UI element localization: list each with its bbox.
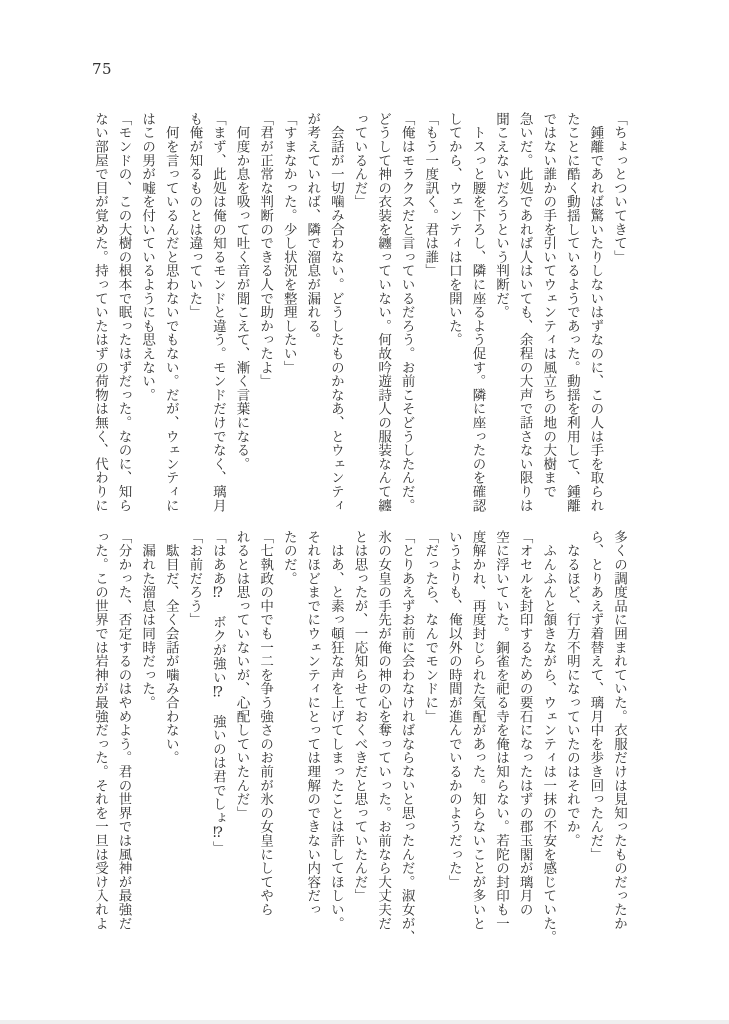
text-column: 「もう一度訊く。君は誰」 — [422, 112, 439, 278]
text-column: 鍾離であれば驚いたりしないはずなのに、この人は手を取られ — [587, 112, 604, 513]
text-column: 「だったら、なんでモンドに」 — [422, 530, 439, 724]
page-number: 75 — [92, 60, 113, 78]
text-column: 「オセルを封印するための要石になったはずの郡玉閣が璃月の — [516, 530, 533, 917]
text-column: 聞こえないだろうという判断だ。 — [493, 112, 510, 319]
text-column: はこの男が嘘を付いているようにも思えない。 — [139, 112, 156, 402]
text-column: 漏れた溜息は同時だった。 — [139, 530, 156, 710]
text-column: 「まず、此処は俺の知るモンドと違う。モンドだけでなく、璃月 — [209, 112, 226, 513]
text-column: いうよりも、俺以外の時間が進んでいるかのようだった」 — [445, 530, 462, 889]
text-column: 「とりあえずお前に会わなければならないと思ったんだ。淑女が、 — [398, 530, 415, 944]
text-column: なるほど、行方不明になっていたのはそれでか。 — [563, 530, 580, 848]
text-column: 何を言っているんだと思わないでもない。だが、ウェンティに — [162, 112, 179, 513]
text-column: ない部屋で目が覚めた。持っていたはずの荷物は無く、代わりに — [91, 112, 108, 513]
text-column: どうして神の衣装を纏っていない。何故吟遊詩人の服装なんて纏 — [375, 112, 392, 513]
text-column: ら、とりあえず着替えて、璃月中を歩き回ったんだ」 — [587, 530, 604, 862]
text-column: 「分かった、否定するのはやめよう。君の世界では風神が最強だ — [115, 530, 132, 931]
text-column: 何度か息を吸って吐く音が聞こえて、漸く言葉になる。 — [233, 112, 250, 471]
text-column: とは思ったが、一応知らせておくべきだと思っていたんだ」 — [351, 530, 368, 903]
text-column: 「すまなかった。少し状況を整理したい」 — [280, 112, 297, 375]
text-column: 空に浮いていた。銅雀を祀る寺を俺は知らない。若陀の封印も一 — [493, 530, 510, 931]
text-column: も俺が知るものとは違っていた」 — [186, 112, 203, 319]
text-column: 「モンドの、この大樹の根本で眠ったはずだった。なのに、知ら — [115, 112, 132, 513]
text-column: 度解かれ、再度封じられた気配があった。知らないことが多いと — [469, 530, 486, 931]
text-column: それほどまでにウェンティにとっては理解のできない内容だっ — [304, 530, 321, 917]
text-column: れるとは思っていないが、心配していたんだ」 — [233, 530, 250, 820]
top-text-block — [87, 112, 630, 516]
bottom-text-block — [87, 530, 630, 944]
text-column: してから、ウェンティは口を開いた。 — [445, 112, 462, 347]
text-column: 多くの調度品に囲まれていた。衣服だけは見知ったものだったか — [611, 530, 627, 931]
page-bottom-edge — [0, 1020, 729, 1024]
text-column: 「七執政の中でも一二を争う強さのお前が氷の女皇にしてやら — [257, 530, 274, 917]
text-column: 会話が一切噛み合わない。どうしたものかなあ、とウェンティ — [327, 112, 344, 513]
text-column: 「ちょっとついてきて」 — [611, 112, 627, 264]
text-column: っているんだ」 — [351, 112, 368, 209]
text-column: 「俺はモラクスだと言っているだろう。お前こそどうしたんだ。 — [398, 112, 415, 513]
text-column: はあ、と素っ頓狂な声を上げてしまったことは許してほしい。 — [327, 530, 344, 931]
text-column: トスっと腰を下ろし、隣に座るよう促す。隣に座ったのを確認 — [469, 112, 486, 513]
text-column: 「はああ⁉ ボクが強い⁉ 強いのは君でしょ⁉」 — [209, 530, 226, 855]
text-column: 氷の女皇の手先が俺の神の心を奪っていった。お前なら大丈夫だ — [375, 530, 392, 931]
text-column: ふんふんと頷きながら、ウェンティは一抹の不安を感じていた。 — [540, 530, 557, 944]
text-column: たことに酷く動揺しているようであった。動揺を利用して、鍾離 — [563, 112, 580, 513]
text-column: った。この世界では岩神が最強だった。それを一旦は受け入れよ — [91, 530, 108, 931]
text-column: ではない誰かの手を引いてウェンティは風立ちの地の大樹まで — [540, 112, 557, 499]
text-column: が考えていれば、隣で溜息が漏れる。 — [304, 112, 321, 347]
text-column: 急いだ。此処であれば人はいても、余程の大声で話さない限りは — [516, 112, 533, 513]
text-column: たのだ。 — [280, 530, 297, 586]
text-column: 「君が正常な判断のできる人で助かったよ」 — [257, 112, 274, 388]
text-column: 駄目だ、全く会話が噛み合わない。 — [162, 530, 179, 765]
text-column: 「お前だろう」 — [186, 530, 203, 627]
